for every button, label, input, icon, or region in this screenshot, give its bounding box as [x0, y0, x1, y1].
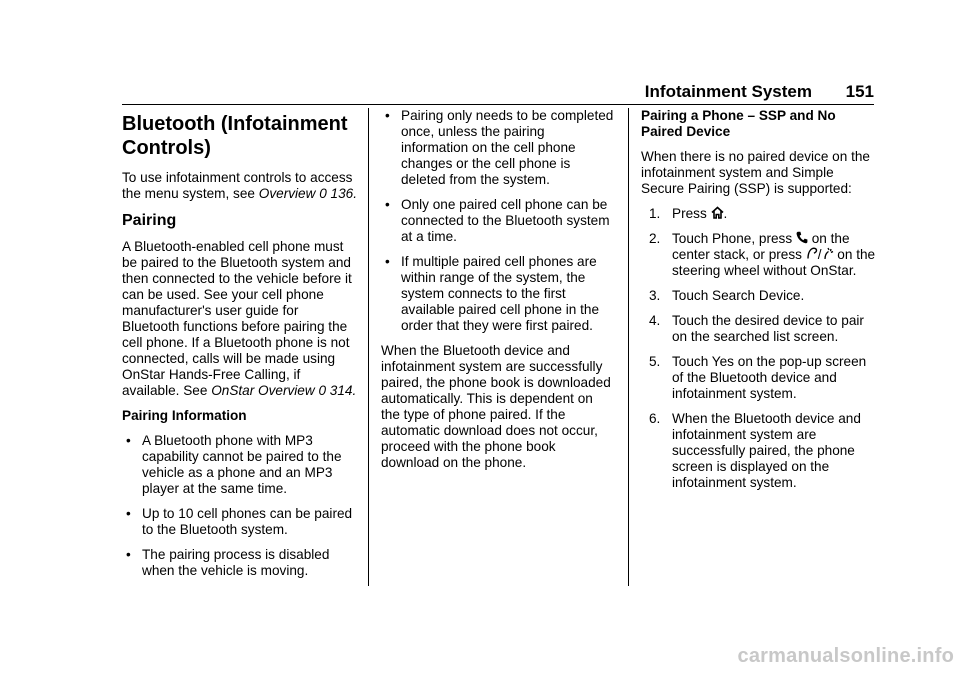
overview-link[interactable]: Overview	[258, 186, 316, 201]
step-item: 1. Press .	[649, 206, 728, 221]
step-number: 4.	[649, 313, 661, 328]
list-item: • Up to 10 cell phones can be paired to the Bluetooth system.	[126, 506, 353, 537]
bullet-marker: •	[385, 254, 390, 269]
pairing-heading: Pairing	[122, 212, 177, 229]
pairing-phone-heading: Pairing a Phone – SSP and No Paired Device	[641, 108, 836, 139]
phone-book-paragraph: When the Bluetooth device and infotainment system are successfully paired, the phone book is downloaded automatically. This is dependent on the type of phone paired. If the automatic download does not occur, proceed with the phone book download on the phone.	[381, 343, 611, 470]
step-number: 5.	[649, 354, 661, 369]
bullet-marker: •	[126, 506, 131, 521]
onstar-overview-link[interactable]: OnStar Overview	[211, 383, 315, 398]
step-number: 6.	[649, 411, 661, 426]
column-divider	[628, 108, 629, 586]
list-item: • Only one paired cell phone can be connected to the Bluetooth system at a time.	[385, 197, 610, 244]
push-to-talk-icon	[806, 247, 818, 260]
list-item: • Pairing only needs to be completed once, unless the pairing information on the cell phone changes or the cell phone is deleted from the system.	[385, 108, 614, 187]
bullet-marker: •	[385, 108, 390, 123]
watermark: carmanualsonline.info	[737, 645, 954, 667]
list-item: • A Bluetooth phone with MP3 capability cannot be paired to the vehicle as a phone and an MP3 player at the same time.	[126, 433, 342, 496]
step-number: 2.	[649, 231, 661, 246]
step-item: 6. When the Bluetooth device and infotainment system are successfully paired, the phone screen is displayed on the infotainment system.	[649, 411, 861, 490]
section-heading: Bluetooth (Infotainment Controls)	[122, 113, 348, 159]
list-item: • The pairing process is disabled when the vehicle is moving.	[126, 547, 330, 578]
page-reference: 0 314.	[318, 383, 357, 398]
phone-icon	[796, 231, 808, 244]
column-3	[641, 108, 876, 500]
step-item: 5. Touch Yes on the pop-up screen of the Bluetooth device and infotainment system.	[649, 354, 867, 401]
intro-paragraph: To use infotainment controls to access the menu system, see Overview 0 136.	[122, 170, 357, 201]
page-number: 151	[845, 82, 874, 101]
page-reference: 0 136.	[319, 186, 357, 201]
voice-recognition-icon	[822, 247, 834, 260]
pairing-information-heading: Pairing Information	[122, 408, 247, 423]
home-icon	[711, 206, 724, 219]
step-number: 1.	[649, 206, 661, 221]
pairing-paragraph: A Bluetooth-enabled cell phone must be paired to the Bluetooth system and then connected to the vehicle before it can be used. See your cell phone manufacturer's user guide for Bluetooth functions before pairing the cell phone. If a Bluetooth phone is not connected, calls will be made using OnStar Hands-Free Calling, if available. See OnStar Overview 0 314.	[122, 239, 357, 398]
bullet-marker: •	[385, 197, 390, 212]
step-item: 2. Touch Phone, press on the center stack, or press / on the steering wheel without OnStar.	[649, 231, 876, 278]
step-item: 4. Touch the desired device to pair on the searched list screen.	[649, 313, 864, 344]
section-title: Infotainment System	[644, 82, 812, 101]
column-divider	[368, 108, 369, 586]
pairing-intro-paragraph: When there is no paired device on the infotainment system and Simple Secure Pairing (SSP) is supported:	[641, 149, 870, 196]
step-item: 3. Touch Search Device.	[649, 288, 805, 303]
bullet-marker: •	[126, 433, 131, 448]
column-1	[122, 108, 358, 588]
step-number: 3.	[649, 288, 661, 303]
list-item: • If multiple paired cell phones are within range of the system, the system connects to the first available paired cell phone in the order that they were first paired.	[385, 254, 600, 333]
bullet-marker: •	[126, 547, 131, 562]
page-header	[122, 78, 874, 105]
column-2	[381, 108, 615, 480]
